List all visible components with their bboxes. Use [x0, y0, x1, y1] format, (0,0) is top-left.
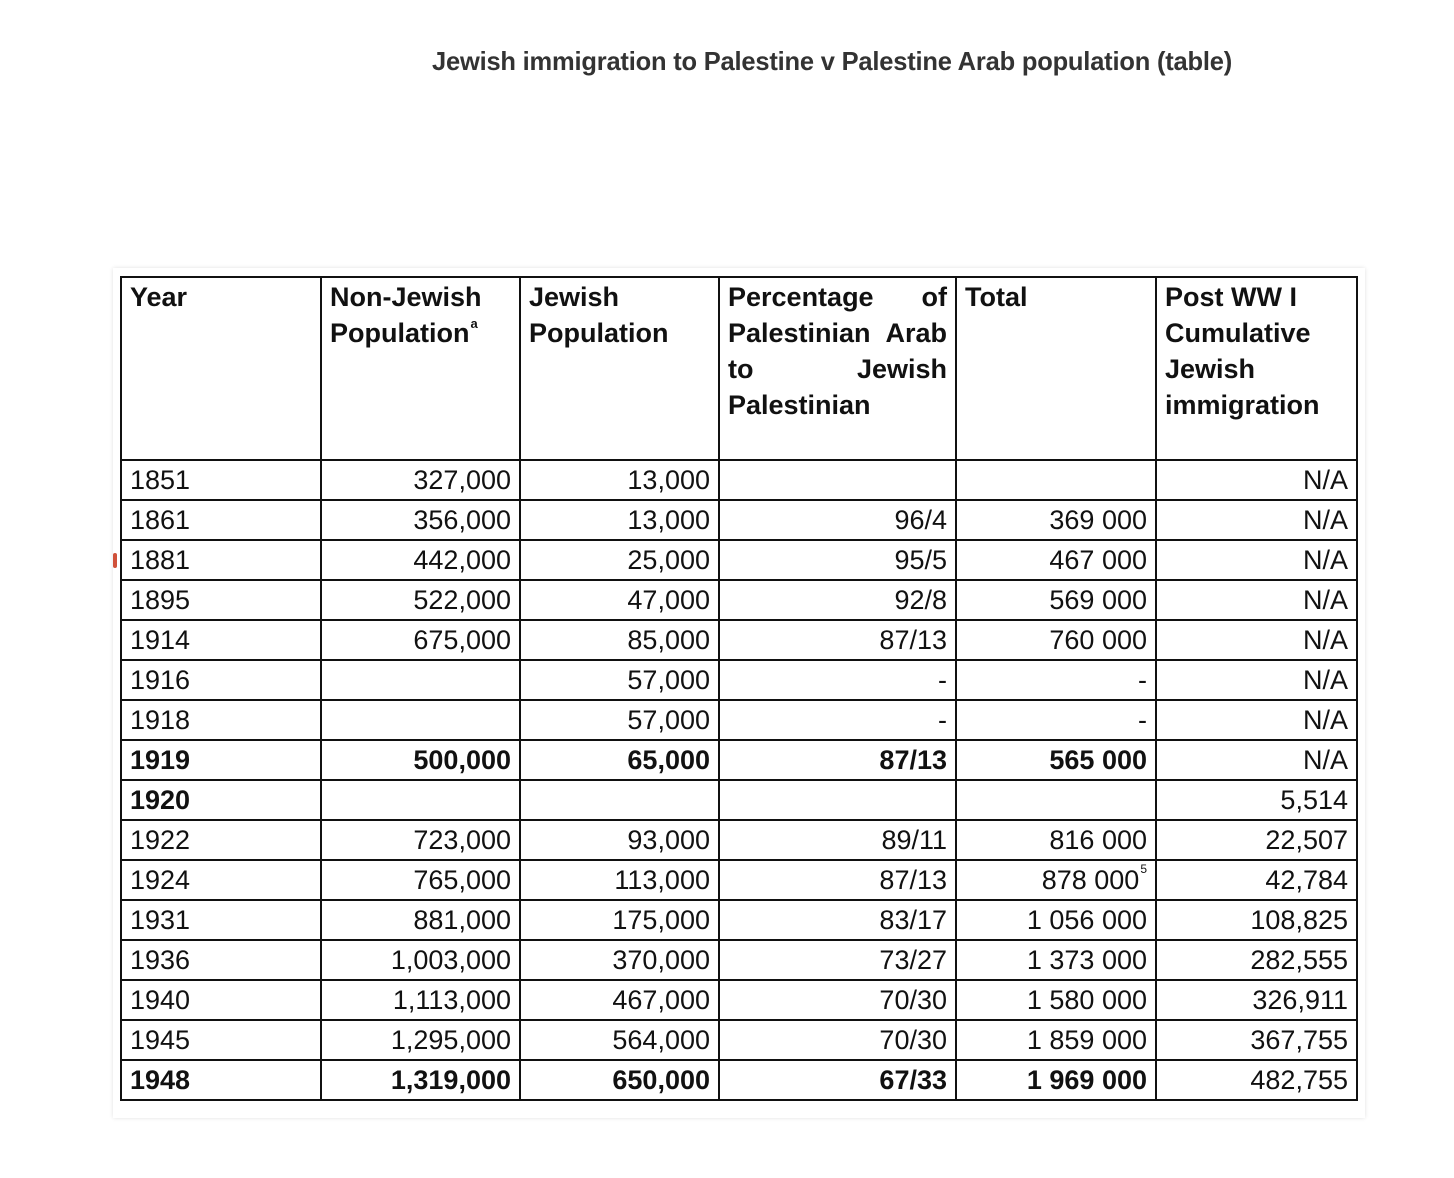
year-cell — [121, 900, 321, 940]
header-cumulative-immigration — [1156, 277, 1357, 460]
percentage-cell-value: 87/13 — [879, 625, 947, 655]
year-cell-value: 1924 — [130, 865, 191, 895]
percentage-cell — [719, 860, 956, 900]
year-cell-value: 1914 — [130, 625, 191, 655]
jewish-population-cell-value: 25,000 — [627, 545, 710, 575]
non-jewish-population-cell-value: 442,000 — [413, 545, 511, 575]
header-year — [121, 277, 321, 460]
non-jewish-population-cell-value: 675,000 — [413, 625, 511, 655]
table-row — [121, 740, 1357, 780]
jewish-population-cell-value: 113,000 — [614, 865, 710, 895]
total-cell-value: 569 000 — [1049, 585, 1147, 615]
jewish-population-cell-value: 370,000 — [612, 945, 710, 975]
table-row — [121, 860, 1357, 900]
year-cell-value: 1948 — [130, 1065, 191, 1095]
year-cell-value: 1936 — [130, 945, 191, 975]
table-row — [121, 580, 1357, 620]
non-jewish-population-cell-value: 1,003,000 — [390, 945, 511, 975]
total-cell — [956, 940, 1156, 980]
jewish-population-cell-value: 175,000 — [612, 905, 710, 935]
percentage-cell-value: 87/13 — [879, 865, 947, 895]
non-jewish-population-cell — [321, 1060, 520, 1100]
year-cell — [121, 1020, 321, 1060]
non-jewish-population-cell — [321, 740, 520, 780]
non-jewish-population-cell-value: 765,000 — [413, 865, 511, 895]
percentage-cell-value: 92/8 — [894, 585, 947, 615]
total-cell — [956, 540, 1156, 580]
jewish-population-cell — [520, 1020, 719, 1060]
total-cell-value: 467 000 — [1049, 545, 1147, 575]
non-jewish-population-cell — [321, 460, 520, 500]
jewish-population-cell — [520, 1060, 719, 1100]
header-percentage — [719, 277, 956, 460]
year-cell — [121, 580, 321, 620]
percentage-cell-value: 87/13 — [879, 745, 947, 775]
cumulative-immigration-cell-value: N/A — [1302, 625, 1348, 655]
table-body — [121, 460, 1357, 1100]
total-cell-value: 1 373 000 — [1026, 945, 1147, 975]
non-jewish-population-cell-value: 522,000 — [413, 585, 511, 615]
total-cell-value: - — [1138, 705, 1147, 735]
percentage-cell — [719, 500, 956, 540]
jewish-population-cell-value: 47,000 — [627, 585, 710, 615]
header-percentage-label: Percentage of Palestinian Arab to Jewish Palestinian — [728, 282, 947, 420]
total-cell-value: 1 580 000 — [1026, 985, 1147, 1015]
cumulative-immigration-cell-value: N/A — [1302, 505, 1348, 535]
percentage-cell-value: 96/4 — [894, 505, 947, 535]
header-total — [956, 277, 1156, 460]
year-cell — [121, 1060, 321, 1100]
jewish-population-cell — [520, 860, 719, 900]
total-cell-value: 878 000 — [1041, 865, 1140, 895]
jewish-population-cell — [520, 500, 719, 540]
non-jewish-population-cell-value: 356,000 — [413, 505, 511, 535]
total-cell — [956, 1020, 1156, 1060]
year-cell — [121, 500, 321, 540]
jewish-population-cell-value: 57,000 — [627, 705, 710, 735]
percentage-cell — [719, 700, 956, 740]
comment-marker — [113, 553, 117, 568]
year-cell-value: 1920 — [130, 785, 191, 815]
non-jewish-population-cell-value: 1,295,000 — [390, 1025, 511, 1055]
cumulative-immigration-cell — [1156, 780, 1357, 820]
total-cell-value: 369 000 — [1049, 505, 1147, 535]
non-jewish-population-cell-value: 500,000 — [413, 745, 511, 775]
non-jewish-population-cell — [321, 620, 520, 660]
percentage-cell-value: 89/11 — [881, 825, 947, 855]
non-jewish-population-cell — [321, 660, 520, 700]
year-cell-value: 1945 — [130, 1025, 191, 1055]
cumulative-immigration-cell — [1156, 900, 1357, 940]
percentage-cell — [719, 740, 956, 780]
table-row — [121, 500, 1357, 540]
non-jewish-population-cell — [321, 900, 520, 940]
non-jewish-population-cell-value: 1,113,000 — [392, 985, 511, 1015]
jewish-population-cell — [520, 740, 719, 780]
percentage-cell — [719, 900, 956, 940]
total-cell-value: - — [1138, 665, 1147, 695]
header-non-jewish-label: Non-Jewish Population — [330, 282, 482, 348]
total-cell-value: 565 000 — [1049, 745, 1147, 775]
total-cell-value: 1 056 000 — [1026, 905, 1147, 935]
header-jewish-population — [520, 277, 719, 460]
jewish-population-cell — [520, 660, 719, 700]
cumulative-immigration-cell-value: 282,555 — [1250, 945, 1348, 975]
total-cell — [956, 900, 1156, 940]
cumulative-immigration-cell — [1156, 460, 1357, 500]
cumulative-immigration-cell-value: 5,514 — [1280, 785, 1348, 815]
jewish-population-cell-value: 65,000 — [627, 745, 710, 775]
total-cell — [956, 620, 1156, 660]
table-row — [121, 660, 1357, 700]
cumulative-immigration-cell — [1156, 620, 1357, 660]
total-cell — [956, 820, 1156, 860]
non-jewish-population-cell — [321, 540, 520, 580]
total-cell — [956, 860, 1156, 900]
percentage-cell — [719, 1060, 956, 1100]
jewish-population-cell — [520, 940, 719, 980]
total-cell — [956, 980, 1156, 1020]
percentage-cell-value: 83/17 — [879, 905, 947, 935]
header-cumulative-label: Post WW I Cumulative Jewish immigration — [1165, 282, 1320, 420]
non-jewish-population-cell — [321, 780, 520, 820]
cumulative-immigration-cell — [1156, 540, 1357, 580]
jewish-population-cell — [520, 620, 719, 660]
cumulative-immigration-cell — [1156, 1060, 1357, 1100]
non-jewish-population-cell — [321, 580, 520, 620]
percentage-cell-value: 73/27 — [879, 945, 947, 975]
footnote-marker: a — [470, 316, 478, 331]
cumulative-immigration-cell — [1156, 940, 1357, 980]
cumulative-immigration-cell — [1156, 980, 1357, 1020]
jewish-population-cell — [520, 980, 719, 1020]
year-cell — [121, 460, 321, 500]
year-cell-value: 1918 — [130, 705, 191, 735]
jewish-population-cell — [520, 820, 719, 860]
cumulative-immigration-cell-value: 367,755 — [1250, 1025, 1348, 1055]
jewish-population-cell — [520, 900, 719, 940]
cumulative-immigration-cell — [1156, 820, 1357, 860]
non-jewish-population-cell-value: 881,000 — [413, 905, 511, 935]
year-cell — [121, 540, 321, 580]
footnote-marker: 5 — [1140, 862, 1147, 876]
cumulative-immigration-cell-value: N/A — [1302, 705, 1348, 735]
cumulative-immigration-cell-value: 482,755 — [1250, 1065, 1348, 1095]
percentage-cell — [719, 540, 956, 580]
non-jewish-population-cell-value: 327,000 — [413, 465, 511, 495]
cumulative-immigration-cell-value: N/A — [1302, 465, 1348, 495]
table-row — [121, 940, 1357, 980]
year-cell — [121, 700, 321, 740]
year-cell — [121, 780, 321, 820]
percentage-cell — [719, 620, 956, 660]
cumulative-immigration-cell-value: 326,911 — [1252, 985, 1348, 1015]
cumulative-immigration-cell — [1156, 740, 1357, 780]
header-non-jewish-population — [321, 277, 520, 460]
year-cell — [121, 980, 321, 1020]
table-row — [121, 540, 1357, 580]
total-cell-value: 1 859 000 — [1026, 1025, 1147, 1055]
total-cell — [956, 1060, 1156, 1100]
population-table — [120, 276, 1358, 1101]
table-row — [121, 780, 1357, 820]
table-header-row — [121, 277, 1357, 460]
total-cell — [956, 700, 1156, 740]
total-cell — [956, 660, 1156, 700]
jewish-population-cell-value: 467,000 — [612, 985, 710, 1015]
jewish-population-cell-value: 650,000 — [612, 1065, 710, 1095]
percentage-cell-value: - — [938, 665, 947, 695]
non-jewish-population-cell — [321, 1020, 520, 1060]
percentage-cell-value: - — [938, 705, 947, 735]
non-jewish-population-cell — [321, 700, 520, 740]
jewish-population-cell-value: 13,000 — [627, 465, 710, 495]
jewish-population-cell — [520, 460, 719, 500]
header-jewish-label: Jewish Population — [529, 282, 669, 348]
year-cell — [121, 740, 321, 780]
percentage-cell — [719, 580, 956, 620]
year-cell — [121, 940, 321, 980]
table-row — [121, 460, 1357, 500]
jewish-population-cell-value: 13,000 — [627, 505, 710, 535]
year-cell — [121, 660, 321, 700]
year-cell — [121, 860, 321, 900]
percentage-cell — [719, 1020, 956, 1060]
jewish-population-cell — [520, 780, 719, 820]
cumulative-immigration-cell-value: N/A — [1302, 665, 1348, 695]
page-title: Jewish immigration to Palestine v Palestine Arab population (table) — [431, 46, 1233, 76]
cumulative-immigration-cell-value: N/A — [1302, 745, 1348, 775]
jewish-population-cell-value: 57,000 — [627, 665, 710, 695]
cumulative-immigration-cell-value: 108,825 — [1250, 905, 1348, 935]
jewish-population-cell — [520, 580, 719, 620]
non-jewish-population-cell — [321, 500, 520, 540]
table-row — [121, 620, 1357, 660]
percentage-cell-value: 70/30 — [879, 985, 947, 1015]
year-cell-value: 1919 — [130, 745, 191, 775]
jewish-population-cell-value: 85,000 — [627, 625, 710, 655]
header-year-label: Year — [130, 282, 188, 312]
total-cell-value: 816 000 — [1049, 825, 1147, 855]
cumulative-immigration-cell-value: N/A — [1302, 585, 1348, 615]
header-total-label: Total — [965, 282, 1028, 312]
year-cell-value: 1851 — [130, 465, 191, 495]
table-row — [121, 1020, 1357, 1060]
year-cell-value: 1895 — [130, 585, 191, 615]
jewish-population-cell-value: 564,000 — [612, 1025, 710, 1055]
total-cell — [956, 580, 1156, 620]
jewish-population-cell — [520, 540, 719, 580]
percentage-cell — [719, 780, 956, 820]
year-cell-value: 1916 — [130, 665, 191, 695]
year-cell-value: 1861 — [130, 505, 191, 535]
table-row — [121, 820, 1357, 860]
percentage-cell — [719, 940, 956, 980]
jewish-population-cell-value: 93,000 — [627, 825, 710, 855]
percentage-cell-value: 95/5 — [894, 545, 947, 575]
non-jewish-population-cell — [321, 860, 520, 900]
total-cell — [956, 780, 1156, 820]
total-cell — [956, 500, 1156, 540]
year-cell — [121, 820, 321, 860]
non-jewish-population-cell-value: 1,319,000 — [390, 1065, 511, 1095]
table-row — [121, 1060, 1357, 1100]
non-jewish-population-cell — [321, 980, 520, 1020]
percentage-cell — [719, 980, 956, 1020]
cumulative-immigration-cell-value: 42,784 — [1265, 865, 1348, 895]
cumulative-immigration-cell-value: N/A — [1302, 545, 1348, 575]
table-row — [121, 900, 1357, 940]
year-cell — [121, 620, 321, 660]
cumulative-immigration-cell — [1156, 660, 1357, 700]
total-cell-value: 1 969 000 — [1026, 1065, 1147, 1095]
year-cell-value: 1922 — [130, 825, 191, 855]
total-cell-value: 760 000 — [1049, 625, 1147, 655]
percentage-cell — [719, 460, 956, 500]
jewish-population-cell — [520, 700, 719, 740]
year-cell-value: 1881 — [130, 545, 191, 575]
percentage-cell-value: 70/30 — [879, 1025, 947, 1055]
percentage-cell — [719, 660, 956, 700]
cumulative-immigration-cell — [1156, 580, 1357, 620]
cumulative-immigration-cell — [1156, 700, 1357, 740]
year-cell-value: 1931 — [130, 905, 191, 935]
year-cell-value: 1940 — [130, 985, 191, 1015]
cumulative-immigration-cell-value: 22,507 — [1265, 825, 1348, 855]
cumulative-immigration-cell — [1156, 1020, 1357, 1060]
total-cell — [956, 740, 1156, 780]
cumulative-immigration-cell — [1156, 500, 1357, 540]
non-jewish-population-cell-value: 723,000 — [413, 825, 511, 855]
total-cell — [956, 460, 1156, 500]
non-jewish-population-cell — [321, 820, 520, 860]
cumulative-immigration-cell — [1156, 860, 1357, 900]
table-row — [121, 700, 1357, 740]
percentage-cell — [719, 820, 956, 860]
non-jewish-population-cell — [321, 940, 520, 980]
table-row — [121, 980, 1357, 1020]
percentage-cell-value: 67/33 — [879, 1065, 947, 1095]
